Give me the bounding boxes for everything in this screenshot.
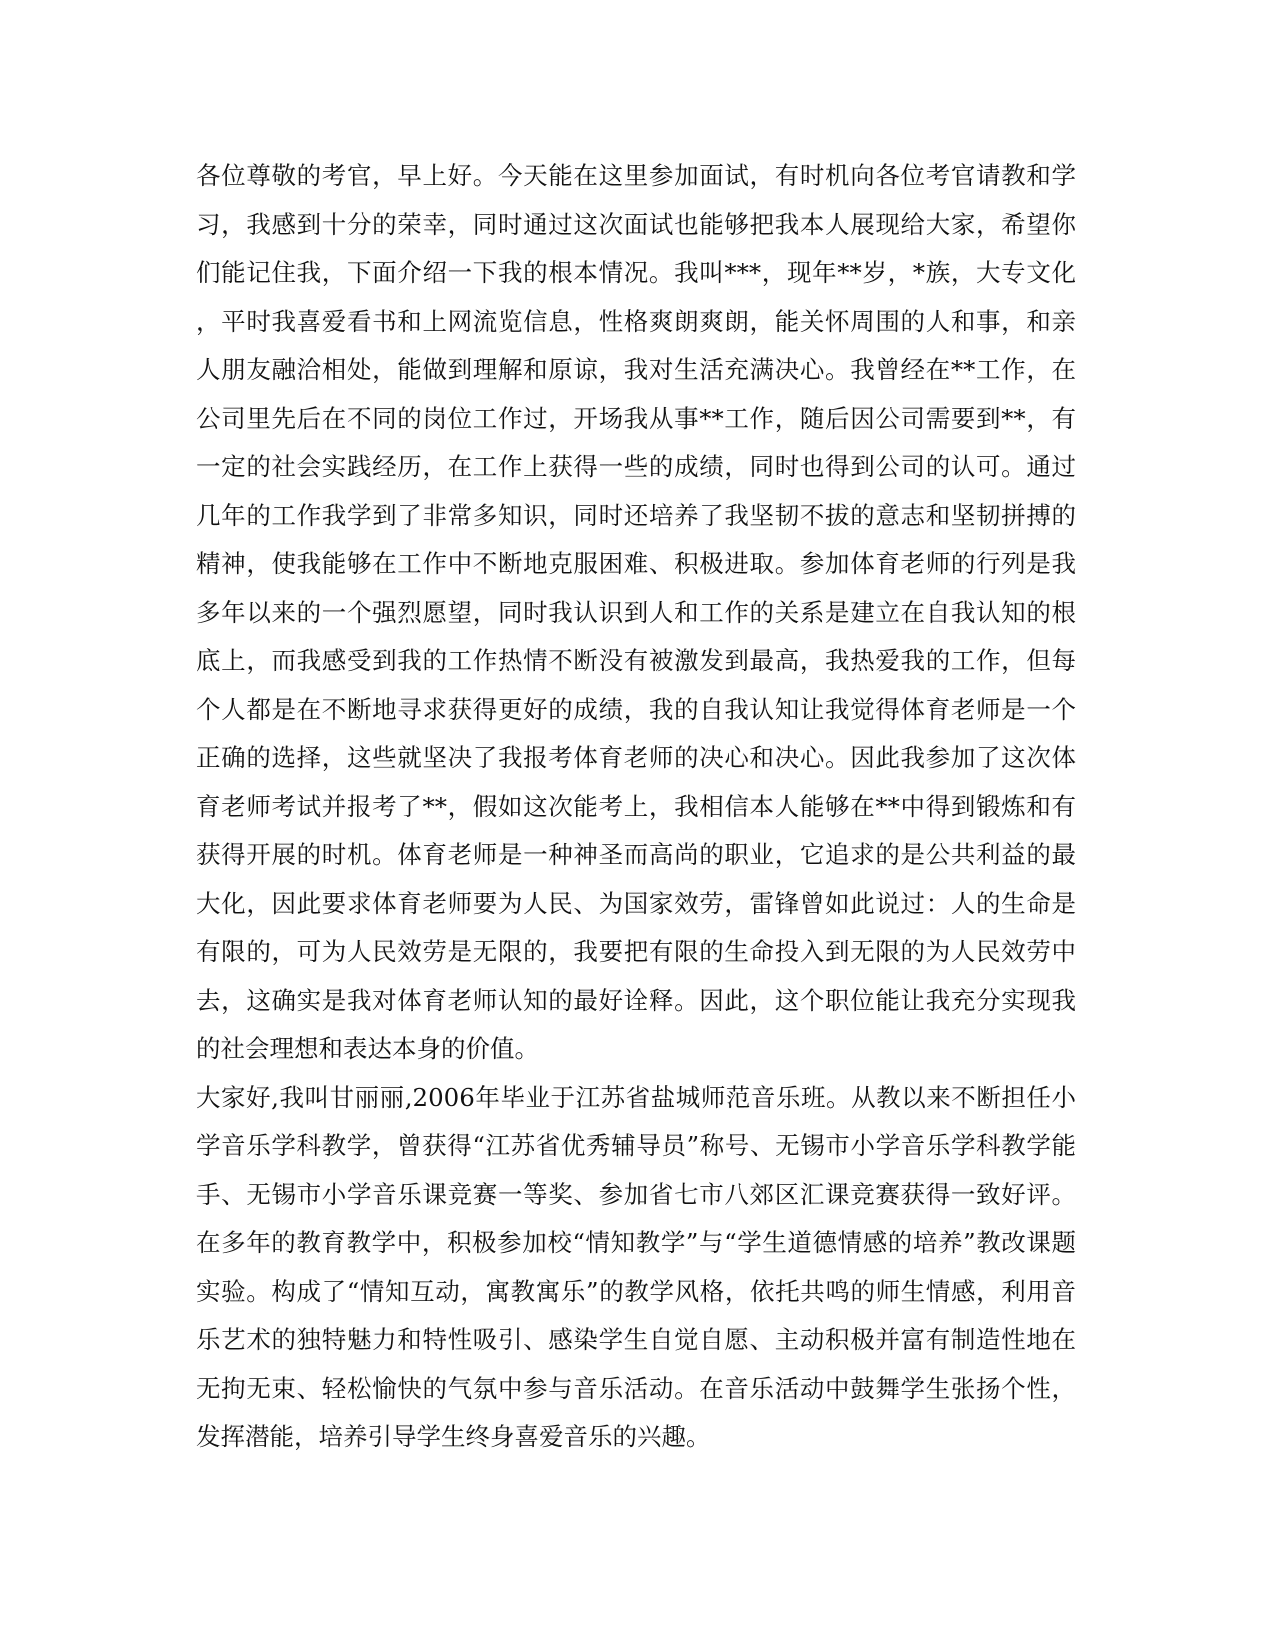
text-line: 的社会理想和表达本身的价值。: [196, 1034, 539, 1063]
text-line: 个人都是在不断地寻求获得更好的成绩，我的自我认知让我觉得体育老师是一个: [196, 694, 1076, 724]
text-line: 公司里先后在不同的岗位工作过，开场我从事**工作，随后因公司需要到**，有: [196, 403, 1076, 433]
document-body: [196, 152, 1076, 1462]
text-line: ，平时我喜爱看书和上网流览信息，性格爽朗爽朗，能关怀周围的人和事，和亲: [196, 306, 1076, 336]
text-line: 几年的工作我学到了非常多知识，同时还培养了我坚韧不拔的意志和坚韧拼搏的: [196, 500, 1076, 530]
paragraph-music-teacher-introduction: [196, 1074, 1076, 1462]
text-line: 获得开展的时机。体育老师是一种神圣而高尚的职业，它追求的是公共利益的最: [196, 840, 1076, 869]
text-line: 大家好,我叫甘丽丽,2006年毕业于江苏省盐城师范音乐班。从教以来不断担任小: [196, 1082, 1076, 1112]
text-line: 无拘无束、轻松愉快的气氛中参与音乐活动。在音乐活动中鼓舞学生张扬个性，: [196, 1373, 1076, 1403]
text-line: 育老师考试并报考了**，假如这次能考上，我相信本人能够在**中得到锻炼和有: [196, 791, 1076, 821]
text-line: 有限的，可为人民效劳是无限的，我要把有限的生命投入到无限的为人民效劳中: [196, 937, 1076, 966]
text-line: 发挥潜能，培养引导学生终身喜爱音乐的兴趣。: [196, 1422, 711, 1451]
text-line: 习，我感到十分的荣幸，同时通过这次面试也能够把我本人展现给大家，希望你: [196, 209, 1076, 239]
paragraph-self-introduction: [196, 152, 1076, 1074]
text-line: 各位尊敬的考官，早上好。今天能在这里参加面试，有时机向各位考官请教和学: [196, 161, 1076, 190]
text-line: 实验。构成了“情知互动，寓教寓乐”的教学风格，依托共鸣的师生情感，利用音: [196, 1276, 1076, 1306]
text-line: 学音乐学科教学，曾获得“江苏省优秀辅导员”称号、无锡市小学音乐学科教学能: [196, 1131, 1076, 1160]
text-line: 去，这确实是我对体育老师认知的最好诠释。因此，这个职位能让我充分实现我: [196, 985, 1076, 1015]
text-line: 底上，而我感受到我的工作热情不断没有被激发到最高，我热爱我的工作，但每: [196, 646, 1076, 675]
text-line: 精神，使我能够在工作中不断地克服困难、积极进取。参加体育老师的行列是我: [196, 549, 1076, 578]
text-line: 在多年的教育教学中，积极参加校“情知教学”与“学生道德情感的培养”教改课题: [196, 1228, 1076, 1257]
text-line: 们能记住我，下面介绍一下我的根本情况。我叫***，现年**岁，*族，大专文化: [196, 258, 1076, 287]
text-line: 正确的选择，这些就坚决了我报考体育老师的决心和决心。因此我参加了这次体: [196, 743, 1076, 772]
text-line: 人朋友融洽相处，能做到理解和原谅，我对生活充满决心。我曾经在**工作，在: [196, 355, 1076, 384]
text-line: 大化，因此要求体育老师要为人民、为国家效劳，雷锋曾如此说过：人的生命是: [196, 888, 1076, 918]
text-line: 一定的社会实践经历，在工作上获得一些的成绩，同时也得到公司的认可。通过: [196, 452, 1076, 481]
text-line: 乐艺术的独特魅力和特性吸引、感染学生自觉自愿、主动积极并富有制造性地在: [196, 1325, 1076, 1354]
text-line: 手、无锡市小学音乐课竞赛一等奖、参加省七市八郊区汇课竞赛获得一致好评。: [196, 1179, 1076, 1209]
text-line: 多年以来的一个强烈愿望，同时我认识到人和工作的关系是建立在自我认知的根: [196, 597, 1076, 627]
